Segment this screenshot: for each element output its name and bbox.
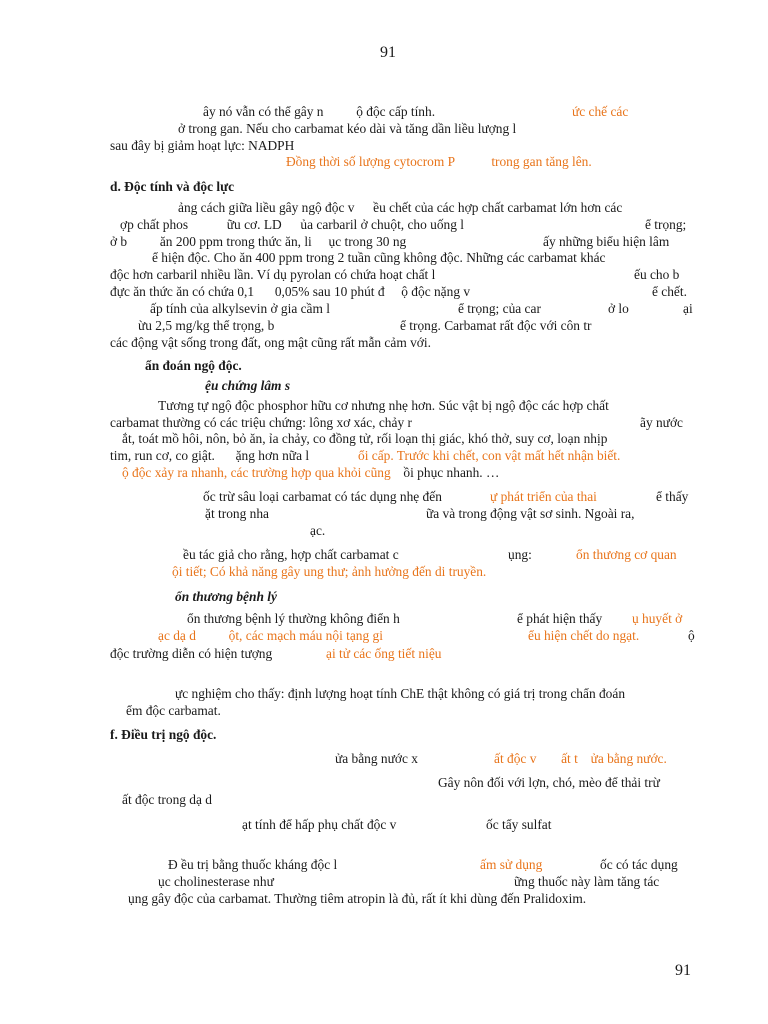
e-line-14: ực nghiệm cho thấy: định lượng hoạt tính ChE thật không có giá trị trong chẩn đoán xyxy=(175,686,626,701)
e-text: ụng: xyxy=(508,547,532,562)
f-text: ốc có tác dụng xyxy=(600,857,678,872)
f-highlight: ấm sử dụng xyxy=(480,857,543,872)
f-line-2: Gây nôn đối với lợn, chó, mèo để thải trừ xyxy=(438,775,660,790)
f-line-3: ất độc trong dạ d xyxy=(122,792,212,807)
d-text: ể chết. xyxy=(652,284,687,299)
e-line-1: Tương tự ngộ độc phosphor hữu cơ nhưng nhẹ hơn. Súc vật bị ngộ độc các hợp chất xyxy=(158,398,609,413)
d-text: 0,05% sau 10 phút đ xyxy=(274,284,385,299)
page-number-top: 91 xyxy=(380,44,396,61)
d-line-8: ừu 2,5 mg/kg thể trọng, b xyxy=(138,318,275,333)
d-line-6 xyxy=(110,284,470,300)
f-line-7: ụng gây độc của carbamat. Thường tiêm atropin là đủ, rất ít khi dùng đến Pralidoxim. xyxy=(128,891,587,906)
intro-highlight: trong gan tăng lên. xyxy=(491,154,592,169)
e-line-11: ổn thương bệnh lý thường không điển h xyxy=(187,611,400,626)
f-highlight: ất t xyxy=(561,751,578,766)
e-line-2: carbamat thường có các triệu chứng: lông xơ xác, chảy r xyxy=(110,415,412,430)
d-text: ếu cho b xyxy=(634,267,680,282)
d-line-1 xyxy=(178,200,622,216)
e-highlight: ại tử các ống tiết niệu xyxy=(326,646,442,661)
f-line-1: ửa bằng nước x xyxy=(335,751,418,766)
d-line-5: độc hơn carbaril nhiều lần. Ví dụ pyrolan có chứa hoạt chất l xyxy=(110,267,436,282)
e-line-10: ội tiết; Có khả năng gây ung thư; ảnh hưởng đến di truyền. xyxy=(172,564,487,579)
d-text: ở lo xyxy=(608,301,629,316)
f-line-5: Đ ều trị bằng thuốc kháng độc l xyxy=(168,857,338,872)
e-line-6: ốc trừ sâu loại carbamat có tác dụng nhẹ đến xyxy=(203,489,442,504)
e-text: ể thấy xyxy=(656,489,689,504)
e-highlight: ự phát triển của thai xyxy=(490,489,597,504)
d-line-7: ấp tính của alkylsevin ở gia cầm l xyxy=(150,301,330,316)
f-text: ững thuốc này làm tăng tác xyxy=(514,874,660,889)
e-line-5 xyxy=(122,465,499,481)
e-highlight: ểu hiện chết do ngạt. xyxy=(528,628,640,643)
d-text: ể trọng; xyxy=(645,217,687,232)
d-line-2 xyxy=(120,217,464,233)
d-text: ở b xyxy=(110,234,128,249)
d-text: ủa carbaril ở chuột, cho uống l xyxy=(300,217,465,232)
e-line-9: ều tác giả cho rằng, hợp chất carbamat c xyxy=(183,547,399,562)
e-highlight: ổi cấp. Trước khi chết, con vật mất hết nhận biết. xyxy=(358,448,621,463)
d-line-4: ể hiện độc. Cho ăn 400 ppm trong 2 tuần cũng không độc. Những các carbamat khác xyxy=(152,250,606,265)
intro-highlight: ức chế các xyxy=(572,104,629,119)
subheading-clinical-signs: ệu chứng lâm s xyxy=(205,378,291,393)
d-text: ộ độc nặng v xyxy=(401,284,471,299)
e-text: ộ xyxy=(688,628,695,643)
f-line-6: ục cholinesterase như xyxy=(158,874,274,889)
intro-line-4 xyxy=(286,154,592,170)
e-text: tim, run cơ, co giật. xyxy=(110,448,215,463)
d-text: ợp chất phos xyxy=(120,217,189,232)
intro-line-1 xyxy=(203,104,435,120)
e-line-3: ắt, toát mồ hôi, nôn, bỏ ăn, ỉa chảy, co đồng tử, rối loạn thị giác, khó thở, suy cơ, loạn nhịp xyxy=(122,431,608,446)
d-text: ữu cơ. LD xyxy=(226,217,282,232)
subheading-pathology: ổn thương bệnh lý xyxy=(175,589,277,604)
intro-line-2: ở trong gan. Nếu cho carbamat kéo dài và tăng dần liều lượng l xyxy=(178,121,517,136)
intro-text: ây nó vẫn có thể gây n xyxy=(203,104,324,119)
f-highlight: ất độc v xyxy=(494,751,537,766)
f-text: ốc tẩy sulfat xyxy=(486,817,552,832)
e-line-12 xyxy=(158,628,383,644)
d-text: ục trong 30 ng xyxy=(328,234,407,249)
d-line-9: các động vật sống trong đất, ong mật cũng rất mẫn cảm với. xyxy=(110,335,431,350)
d-text: đực ăn thức ăn có chứa 0,1 xyxy=(110,284,255,299)
e-line-15: ểm độc carbamat. xyxy=(126,703,221,718)
e-line-13: độc trường diễn có hiện tượng xyxy=(110,646,273,661)
e-text: ồi phục nhanh. … xyxy=(403,465,500,480)
e-line-8: ạc. xyxy=(310,523,326,538)
intro-highlight: Đồng thời số lượng cytocrom P xyxy=(286,154,455,169)
e-text: ặng hơn nữa l xyxy=(235,448,310,463)
page-number-bottom: 91 xyxy=(675,962,691,979)
d-text: ể trọng; của car xyxy=(458,301,541,316)
d-text: ể trọng. Carbamat rất độc với côn tr xyxy=(400,318,592,333)
e-highlight: ạc dạ d xyxy=(158,628,196,643)
f-highlight: ửa bằng nước. xyxy=(590,751,667,766)
heading-treatment: f. Điều trị ngộ độc. xyxy=(110,727,217,742)
e-highlight: ộ độc xảy ra nhanh, các trường hợp qua khỏi cũng xyxy=(122,465,391,480)
d-text: ấy những biểu hiện lâm xyxy=(543,234,670,249)
d-text: ăn 200 ppm trong thức ăn, li xyxy=(159,234,312,249)
d-text: ảng cách giữa liều gây ngộ độc v xyxy=(178,200,355,215)
e-text: ãy nước xyxy=(640,415,683,430)
e-text: ể phát hiện thấy xyxy=(517,611,603,626)
d-text: ều chết của các hợp chất carbamat lớn hơn các xyxy=(373,200,623,215)
heading-toxicity: d. Độc tính và độc lực xyxy=(110,179,235,194)
heading-diagnosis: ẩn đoán ngộ độc. xyxy=(145,358,242,373)
d-line-3 xyxy=(110,234,406,250)
e-line-7: ặt trong nha xyxy=(205,506,269,521)
e-line-4 xyxy=(110,448,309,464)
f-line-4: ạt tính để hấp phụ chất độc v xyxy=(242,817,397,832)
e-highlight: ột, các mạch máu nội tạng gi xyxy=(228,628,383,643)
intro-line-3: sau đây bị giảm hoạt lực: NADPH xyxy=(110,138,295,153)
f-highlight-1 xyxy=(494,751,667,767)
e-text: ữa và trong động vật sơ sinh. Ngoài ra, xyxy=(426,506,635,521)
e-highlight: ổn thương cơ quan xyxy=(576,547,677,562)
d-text: ại xyxy=(683,301,693,316)
intro-text: ộ độc cấp tính. xyxy=(356,104,436,119)
e-highlight: ụ huyết ở xyxy=(632,611,683,626)
